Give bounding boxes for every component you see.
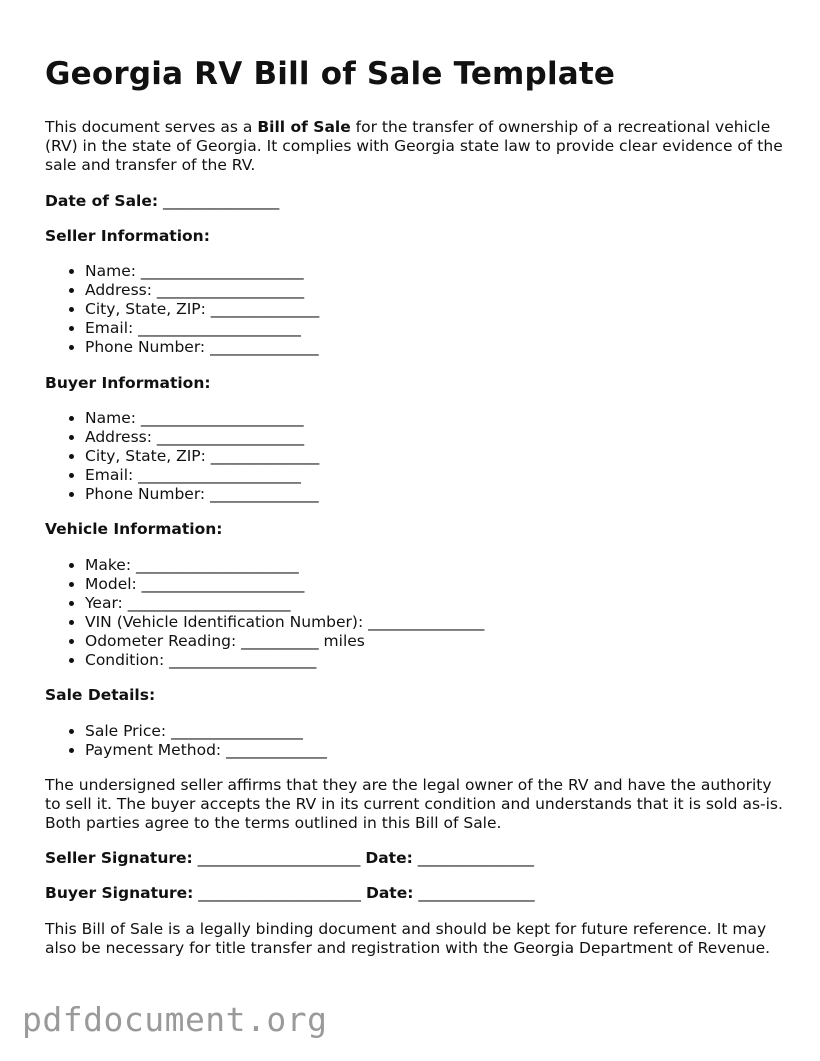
- list-item: • Model: _____________________: [85, 575, 484, 594]
- list-item: • Odometer Reading: __________ miles: [85, 632, 484, 651]
- intro-bold-term: Bill of Sale: [257, 118, 351, 136]
- list-item: • Sale Price: _________________: [85, 722, 327, 741]
- seller-date-blank: _______________: [412, 849, 534, 867]
- vehicle-heading: Vehicle Information:: [45, 520, 223, 538]
- seller-heading: Seller Information:: [45, 227, 210, 245]
- buyer-date-blank: _______________: [413, 884, 535, 902]
- buyer-signature-label: Buyer Signature:: [45, 884, 194, 902]
- sale-heading: Sale Details:: [45, 686, 156, 704]
- seller-signature-blank: _____________________: [192, 849, 366, 867]
- intro-text-after: for the transfer of ownership of a recreational vehicle (RV) in the state of Georgia. It complies with Georgia state law to provide clear evidence of the sale and transfer of the RV.: [45, 118, 783, 174]
- buyer-heading: Buyer Information:: [45, 374, 211, 392]
- list-item: • Payment Method: _____________: [85, 741, 327, 760]
- list-item: • Phone Number: ______________: [85, 485, 319, 504]
- sale-list: [45, 722, 327, 760]
- watermark: pdfdocument.org: [22, 1000, 328, 1039]
- buyer-date-label: Date:: [365, 884, 414, 902]
- list-item: • Name: _____________________: [85, 409, 319, 428]
- seller-list: [45, 262, 319, 357]
- affirmation-paragraph: The undersigned seller affirms that they are the legal owner of the RV and have the authority to sell it. The buyer accepts the RV in its current condition and understands that it is sold as-is. Both parties agree to the terms outlined in this Bill of Sale.: [45, 776, 783, 832]
- list-item: • City, State, ZIP: ______________: [85, 300, 319, 319]
- date-of-sale-blank: _______________: [158, 192, 280, 210]
- buyer-signature-line: [45, 884, 535, 902]
- list-item: • Address: ___________________: [85, 428, 319, 447]
- list-item: • City, State, ZIP: ______________: [85, 447, 319, 466]
- seller-date-label: Date:: [365, 849, 413, 867]
- list-item: • VIN (Vehicle Identification Number): _______________: [85, 613, 484, 632]
- closing-paragraph: This Bill of Sale is a legally binding document and should be kept for future reference. It may also be necessary for title transfer and registration with the Georgia Department of Revenue.: [45, 920, 771, 957]
- buyer-signature-blank: _____________________: [193, 884, 366, 902]
- intro-paragraph: [45, 118, 785, 175]
- seller-signature-label: Seller Signature:: [45, 849, 193, 867]
- list-item: • Year: _____________________: [85, 594, 484, 613]
- page-title: Georgia RV Bill of Sale Template: [45, 56, 616, 92]
- list-item: • Name: _____________________: [85, 262, 319, 281]
- list-item: • Email: _____________________: [85, 466, 319, 485]
- list-item: • Make: _____________________: [85, 556, 484, 575]
- intro-text-before: This document serves as a: [45, 118, 258, 136]
- list-item: • Condition: ___________________: [85, 651, 484, 670]
- buyer-list: [45, 409, 319, 504]
- date-of-sale-line: [45, 192, 279, 210]
- date-of-sale-label: Date of Sale:: [45, 192, 159, 210]
- list-item: • Phone Number: ______________: [85, 338, 319, 357]
- seller-signature-line: [45, 849, 534, 867]
- vehicle-list: [45, 556, 484, 670]
- list-item: • Address: ___________________: [85, 281, 319, 300]
- list-item: • Email: _____________________: [85, 319, 319, 338]
